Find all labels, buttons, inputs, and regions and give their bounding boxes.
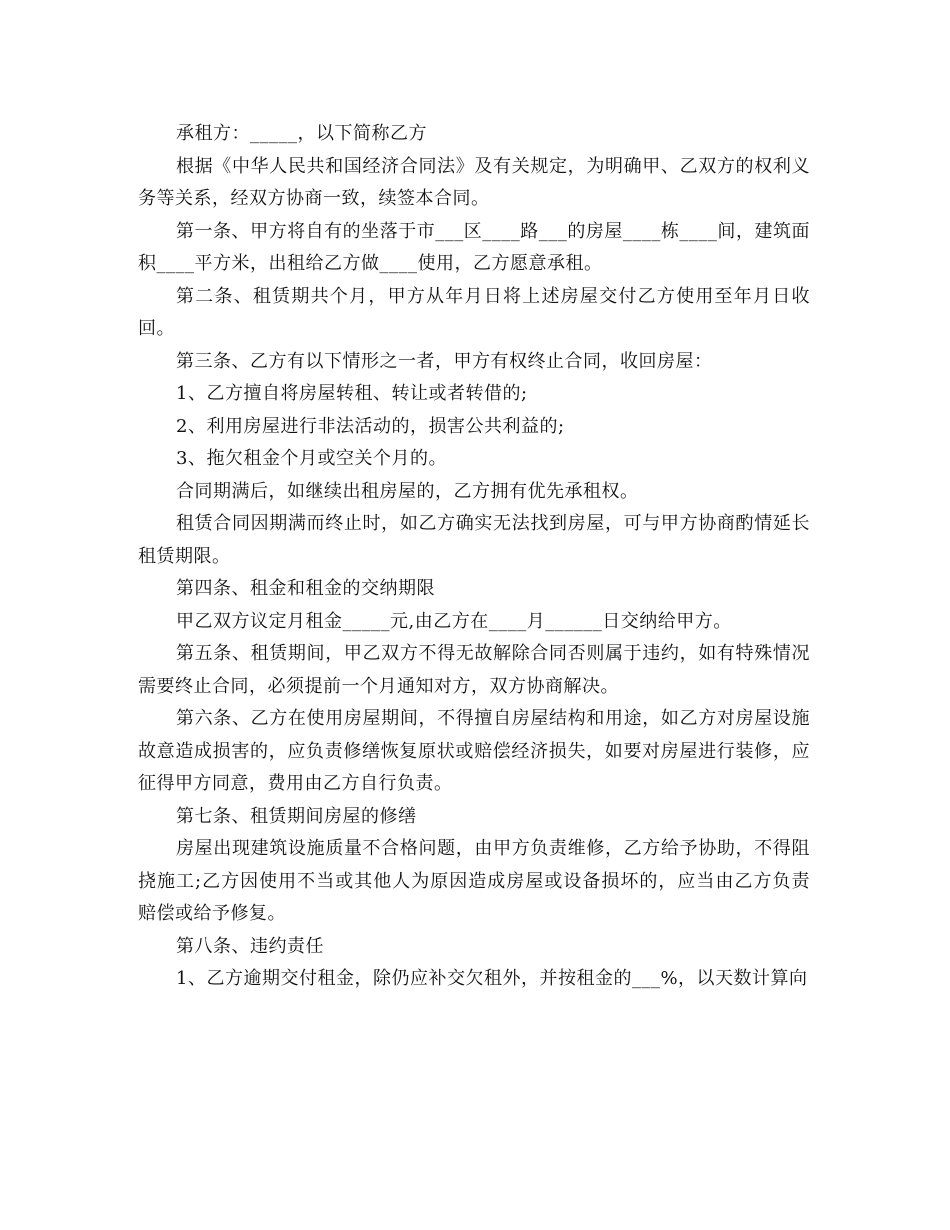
renewal-priority-paragraph: 合同期满后，如继续出租房屋的，乙方拥有优先承租权。 [176, 480, 639, 502]
article-5-paragraph: 第五条、租赁期间，甲乙双方不得无故解除合同否则属于违约，如有特殊情况需要终止合同，必须提前一个月通知对方，双方协商解决。 [138, 643, 810, 697]
rent-amount-paragraph: 甲乙双方议定月租金_____元,由乙方在____月______日交纳给甲方。 [176, 610, 732, 632]
repair-paragraph: 房屋出现建筑设施质量不合格问题，由甲方负责维修，乙方给予协助，不得阻挠施工;乙方因使用不当或其他人为原因造成房屋或设备损坏的，应当由乙方负责赔偿或给予修复。 [138, 838, 810, 924]
article-3-paragraph: 第三条、乙方有以下情形之一者，甲方有权终止合同，收回房屋： [176, 350, 713, 372]
article-4-heading: 第四条、租金和租金的交纳期限 [176, 578, 435, 599]
lease-extension-paragraph: 租赁合同因期满而终止时，如乙方确实无法找到房屋，可与甲方协商酌情延长租赁期限。 [138, 513, 810, 567]
article-8-heading: 第八条、违约责任 [176, 935, 324, 957]
lessee-line: 承租方：_____，以下简称乙方 [176, 123, 427, 144]
article-6-paragraph: 第六条、乙方在使用房屋期间，不得擅自房屋结构和用途，如乙方对房屋设施故意造成损害的，应负责修缮恢复原状或赔偿经济损失，如要对房屋进行装修，应征得甲方同意，费用由乙方自行负责。 [138, 708, 810, 794]
article-3-item-1: 1、乙方擅自将房屋转租、转让或者转借的; [176, 383, 528, 404]
preamble-paragraph: 根据《中华人民共和国经济合同法》及有关规定，为明确甲、乙双方的权利义务等关系，经双方协商一致，续签本合同。 [138, 155, 810, 209]
contract-body [138, 118, 810, 996]
article-8-item-1: 1、乙方逾期交付租金，除仍应补交欠租外，并按租金的___%，以天数计算向 [176, 968, 808, 989]
article-1-paragraph: 第一条、甲方将自有的坐落于市___区____路___的房屋____栋____间，建筑面积____平方米，出租给乙方做____使用，乙方愿意承租。 [138, 220, 810, 274]
article-3-item-3: 3、拖欠租金个月或空关个月的。 [176, 448, 447, 469]
article-2-paragraph: 第二条、租赁期共个月，甲方从年月日将上述房屋交付乙方使用至年月日收回。 [138, 285, 810, 339]
article-3-item-2: 2、利用房屋进行非法活动的，损害公共利益的; [176, 415, 565, 437]
article-7-heading: 第七条、租赁期间房屋的修缮 [176, 805, 417, 827]
